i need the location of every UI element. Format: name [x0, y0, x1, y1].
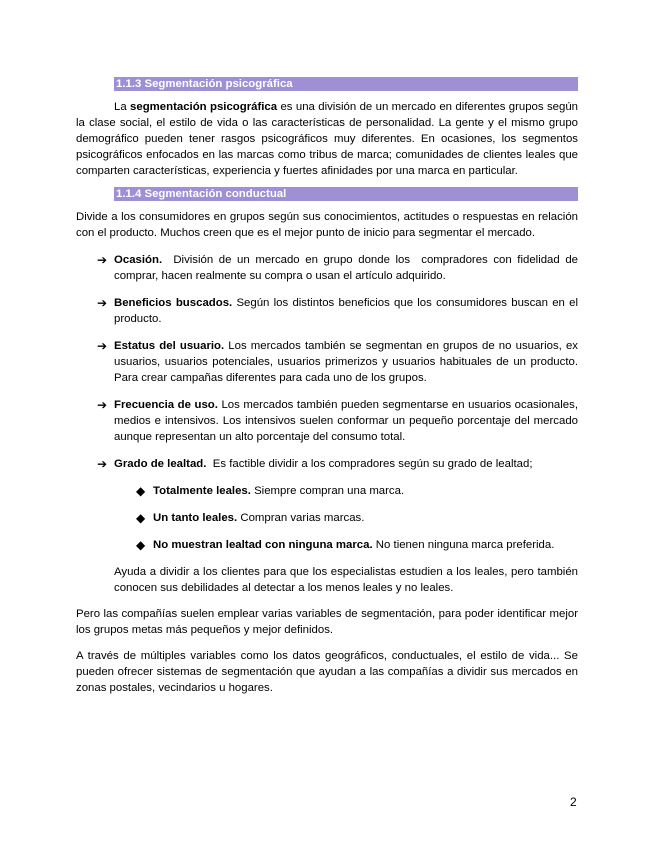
loyalty-sublist [76, 483, 578, 553]
term-bold: segmentación psicográfica [130, 101, 278, 113]
paragraph-conductual-intro: Divide a los consumidores en grupos según sus conocimientos, actitudes o respuestas en relación con el producto. Muchos creen que es el mejor punto de inicio para segmentar el mercado. [76, 211, 578, 239]
list-item: ➔ Ocasión. División de un mercado en grupo donde los compradores con fidelidad de comprar, hacen realmente su compra o usan el artículo adquirido. [97, 253, 582, 282]
paragraph-multiple-variables: A través de múltiples variables como los datos geográficos, conductuales, el estilo de vida... Se pueden ofrecer sistemas de segmentación que ayudan a las compañías a dividir sus mercados en zonas postales, vecindarios u hogares. [76, 650, 578, 694]
behavior-list [76, 252, 582, 472]
paragraph-after-list: Ayuda a dividir a los clientes para que los especialistas estudien a los leales, pero también conocen sus debilidades al detectar a los menos leales y no leales. [114, 566, 578, 594]
arrow-right-icon: ➔ [97, 296, 108, 310]
arrow-right-icon: ➔ [97, 339, 108, 353]
page-number: 2 [570, 795, 577, 809]
paragraph-variables: Pero las compañías suelen emplear varias variables de segmentación, para poder identificar mejor los grupos metas más pequeños y mejor definidos. [76, 608, 578, 636]
diamond-bullet-icon: ◆ [136, 538, 146, 552]
arrow-right-icon: ➔ [97, 457, 108, 471]
list-item: ◆ Un tanto leales. Compran varias marcas. [136, 511, 365, 525]
document-page [76, 77, 582, 704]
arrow-right-icon: ➔ [97, 253, 108, 267]
diamond-bullet-icon: ◆ [136, 511, 146, 525]
section-heading-psicografica: 1.1.3 Segmentación psicográfica [114, 77, 578, 91]
paragraph-psicografica: La segmentación psicográfica es una división de un mercado en diferentes grupos según la clase social, el estilo de vida o las características de personalidad. La gente y el mismo grupo demográfico pueden tener rasgos psicográficos muy diferentes. En ocasiones, los segmentos psicográficos enfocados en las marcas como tribus de marca; comunidades de clientes leales que comparten características, experiencia y fuertes afinidades por una marca en particular. [76, 101, 578, 177]
list-item: ➔ Estatus del usuario. Los mercados también se segmentan en grupos de no usuarios, ex usuarios, usuarios potenciales, usuarios primerizos y usuarios habituales de un producto. Para crear campañas diferentes para cada uno de los grupos. [97, 339, 578, 384]
section-heading-conductual: 1.1.4 Segmentación conductual [114, 187, 578, 201]
list-item: ➔ Grado de lealtad. Es factible dividir a los compradores según su grado de lealtad; [97, 457, 533, 471]
arrow-right-icon: ➔ [97, 398, 108, 412]
diamond-bullet-icon: ◆ [136, 484, 146, 498]
list-item: ◆ No muestran lealtad con ninguna marca. No tienen ninguna marca preferida. [136, 538, 555, 552]
list-item: ➔ Frecuencia de uso. Los mercados también pueden segmentarse en usuarios ocasionales, medios e intensivos. Los intensivos suelen conformar un pequeño porcentaje del mercado aunque representan un alto porcentaje del consumo total. [97, 398, 578, 443]
list-item: ➔ Beneficios buscados. Según los distintos beneficios que los consumidores buscan en el producto. [97, 296, 579, 325]
list-item: ◆ Totalmente leales. Siempre compran una marca. [136, 484, 405, 498]
